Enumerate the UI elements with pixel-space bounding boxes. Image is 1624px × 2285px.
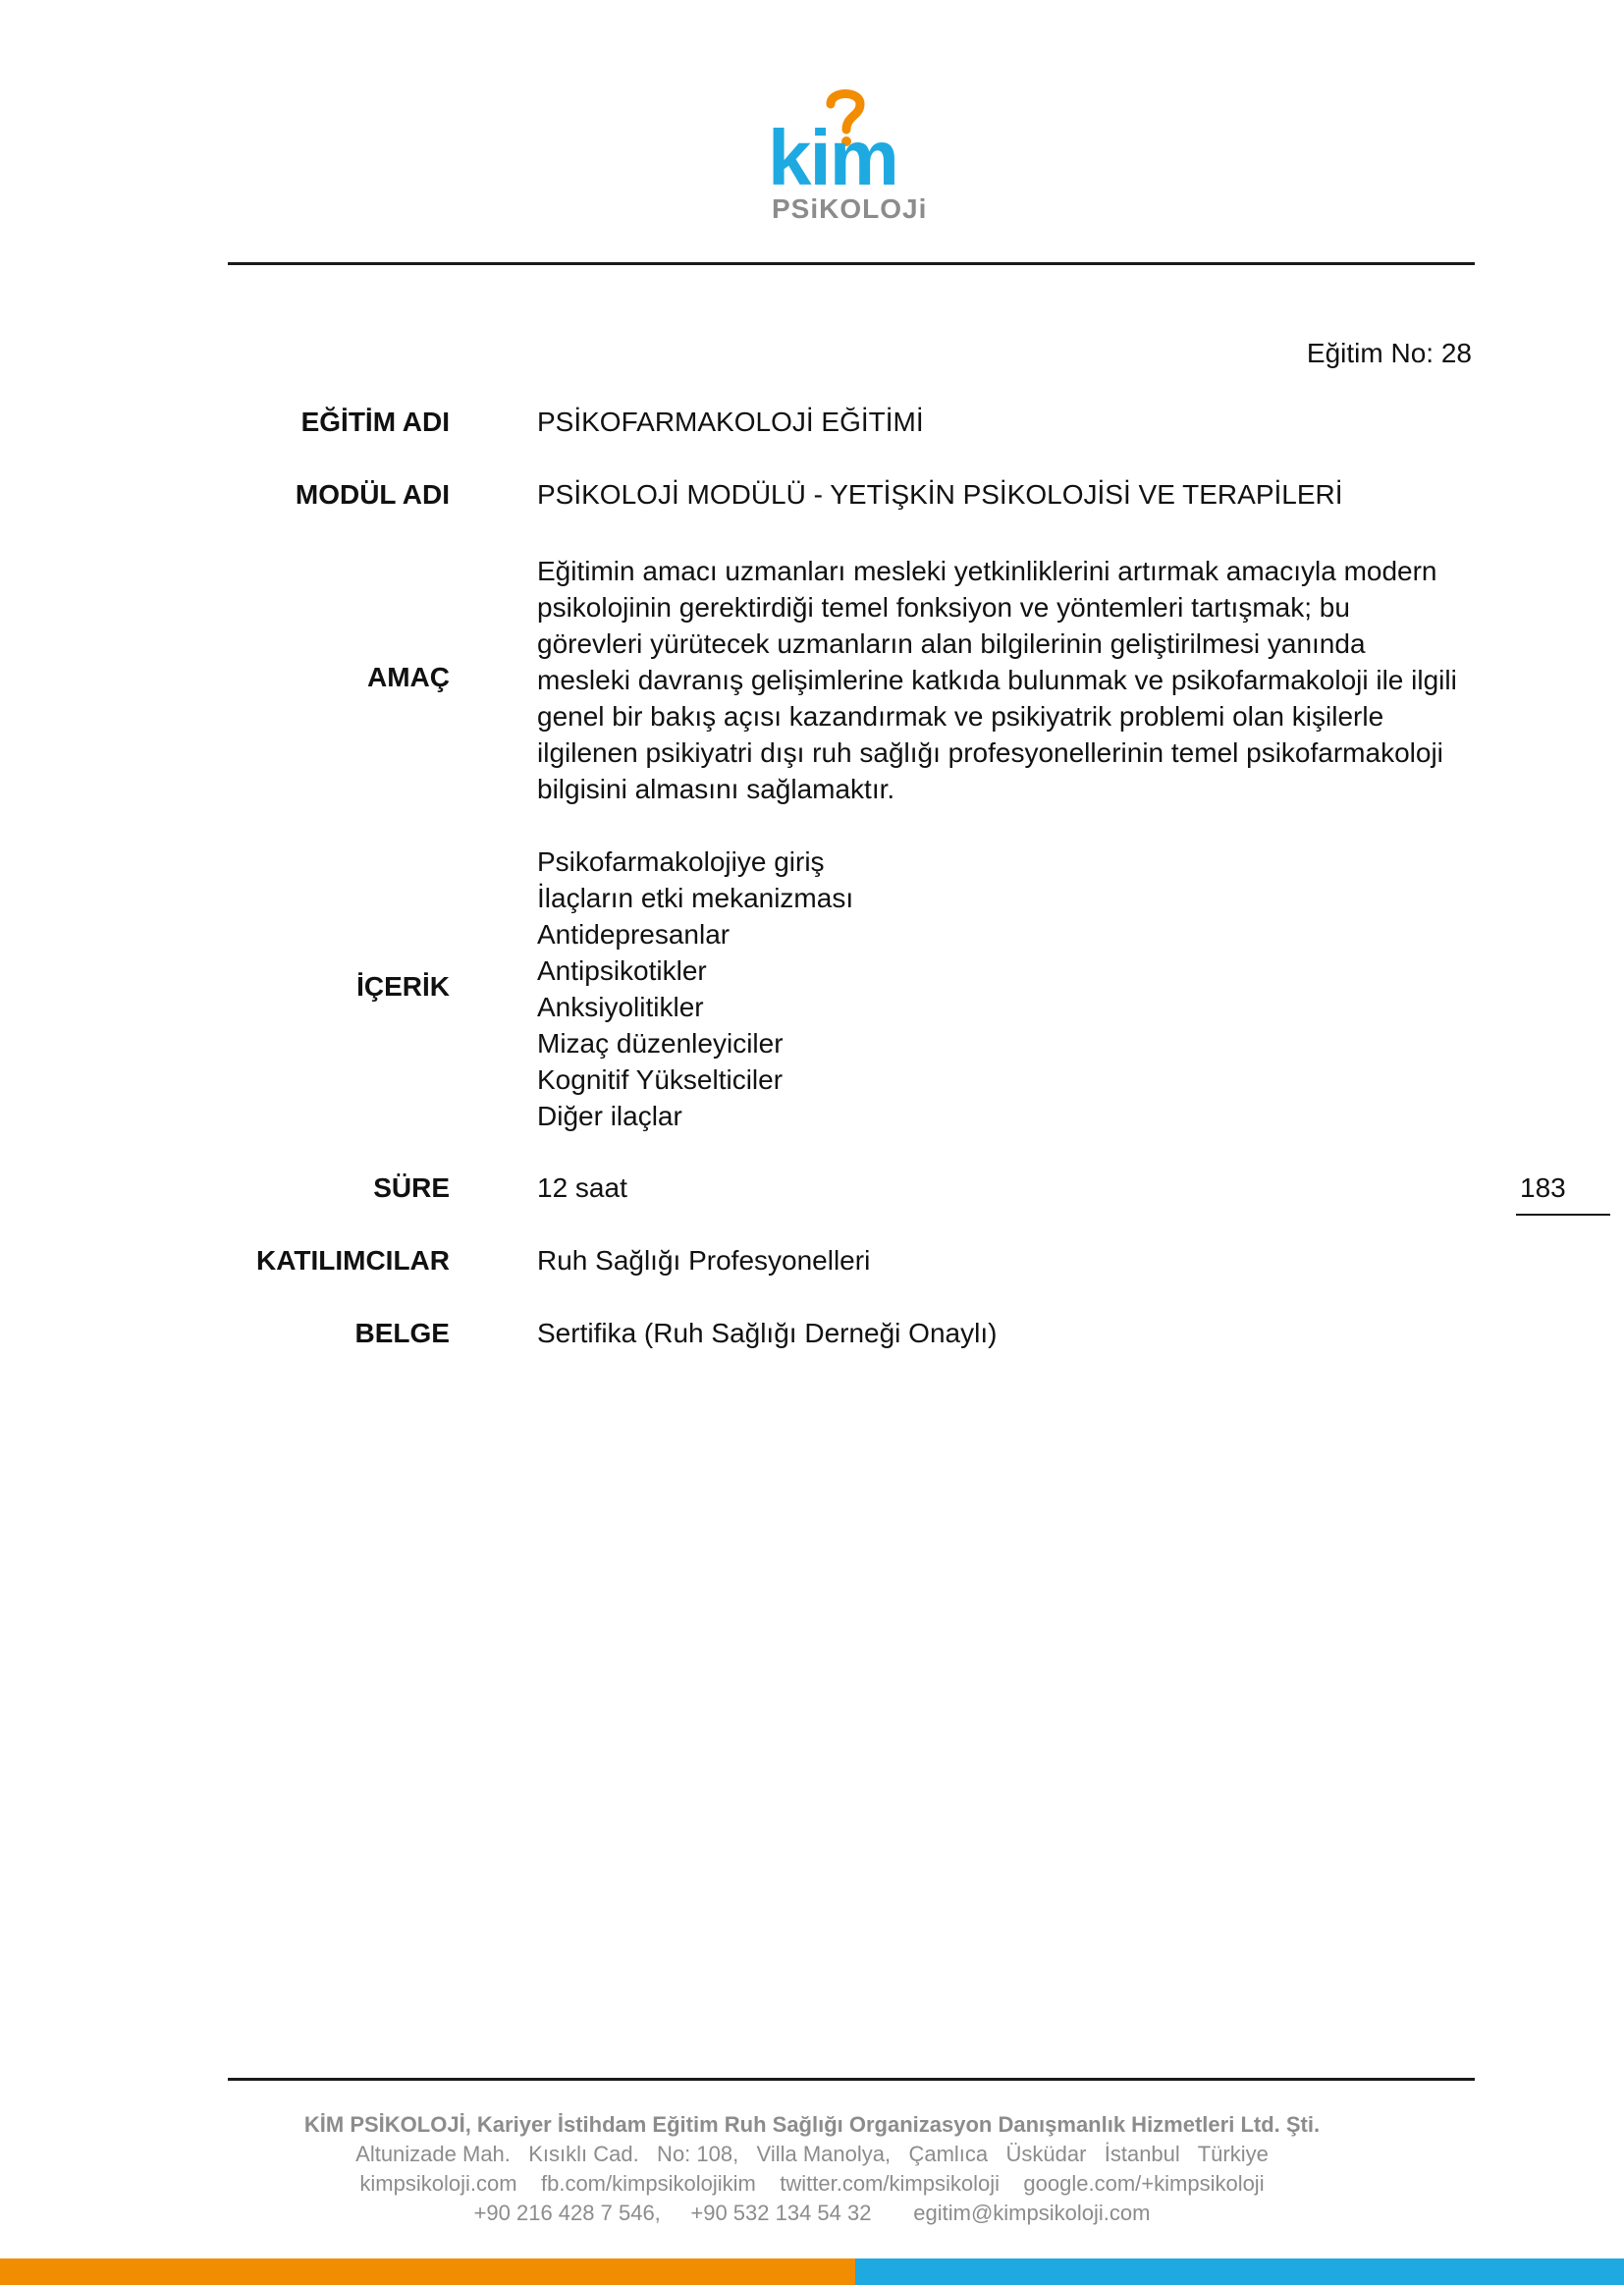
- logo-letters: kim: [768, 114, 897, 201]
- icerik-list: [537, 843, 853, 1134]
- footer-band-blue: [855, 2258, 1624, 2285]
- list-item: Mizaç düzenleyiciler: [537, 1028, 784, 1059]
- value-egitim-adi: PSİKOFARMAKOLOJİ EĞİTİMİ: [537, 407, 924, 437]
- page-number-underline: [1516, 1214, 1610, 1216]
- value-amac: Eğitimin amacı uzmanları mesleki yetkinliklerini artırmak amacıyla modern psikolojinin gerektirdiği temel fonksiyon ve yöntemleri tartışmak; bu görevleri yürütecek uzmanların alan bilgilerinin geliştirilmesi yanında mesleki davranış gelişimlerine katkıda bulunmak ve psikofarmakoloji ile ilgili genel bir bakış açısı kazandırmak ve psikiyatrik problemi olan kişilerle ilgilenen psikiyatri dışı ruh sağlığı profesyonellerinin temel psikofarmakoloji bilgisini almasını sağlamaktır.: [537, 556, 1457, 804]
- footer-contact: +90 216 428 7 546, +90 532 134 54 32 egitim@kimpsikoloji.com: [473, 2201, 1151, 2225]
- label-egitim-adi: EĞİTİM ADI: [300, 407, 450, 437]
- training-number: Eğitim No: 28: [1306, 338, 1472, 368]
- list-item: Antipsikotikler: [537, 955, 707, 986]
- list-item: Kognitif Yükselticiler: [537, 1064, 784, 1095]
- footer-band-orange: [0, 2258, 855, 2285]
- label-modul-adi: MODÜL ADI: [295, 479, 450, 510]
- kim-psikoloji-logo: [766, 86, 943, 224]
- value-sure: 12 saat: [537, 1172, 627, 1203]
- value-modul-adi: PSİKOLOJİ MODÜLÜ - YETİŞKİN PSİKOLOJİSİ VE TERAPİLERİ: [537, 479, 1343, 510]
- list-item: İlaçların etki mekanizması: [537, 883, 854, 913]
- list-item: Antidepresanlar: [537, 919, 731, 950]
- list-item: Diğer ilaçlar: [537, 1101, 682, 1131]
- list-item: Psikofarmakolojiye giriş: [537, 846, 825, 877]
- footer-company: KİM PSİKOLOJİ, Kariyer İstihdam Eğitim Ruh Sağlığı Organizasyon Danışmanlık Hizmetleri Ltd. Şti.: [303, 2112, 1321, 2137]
- list-item: Anksiyolitikler: [537, 992, 704, 1022]
- value-belge: Sertifika (Ruh Sağlığı Derneği Onaylı): [537, 1318, 998, 1348]
- logo-subtitle: PSiKOLOJi: [772, 193, 928, 224]
- label-katilimcilar: KATILIMCILAR: [256, 1245, 450, 1276]
- label-sure: SÜRE: [373, 1172, 450, 1203]
- page-number: 183: [1520, 1172, 1566, 1203]
- footer-address: Altunizade Mah. Kısıklı Cad. No: 108, Villa Manolya, Çamlıca Üsküdar İstanbul Türkiye: [355, 2142, 1269, 2166]
- label-icerik: İÇERİK: [356, 971, 450, 1002]
- label-amac: AMAÇ: [367, 662, 450, 692]
- footer-web: kimpsikoloji.com fb.com/kimpsikolojikim twitter.com/kimpsikoloji google.com/+kimpsikoloji: [359, 2171, 1265, 2196]
- footer-divider: [228, 2078, 1475, 2081]
- header-divider: [228, 262, 1475, 265]
- label-belge: BELGE: [354, 1318, 450, 1348]
- value-katilimcilar: Ruh Sağlığı Profesyonelleri: [537, 1245, 871, 1276]
